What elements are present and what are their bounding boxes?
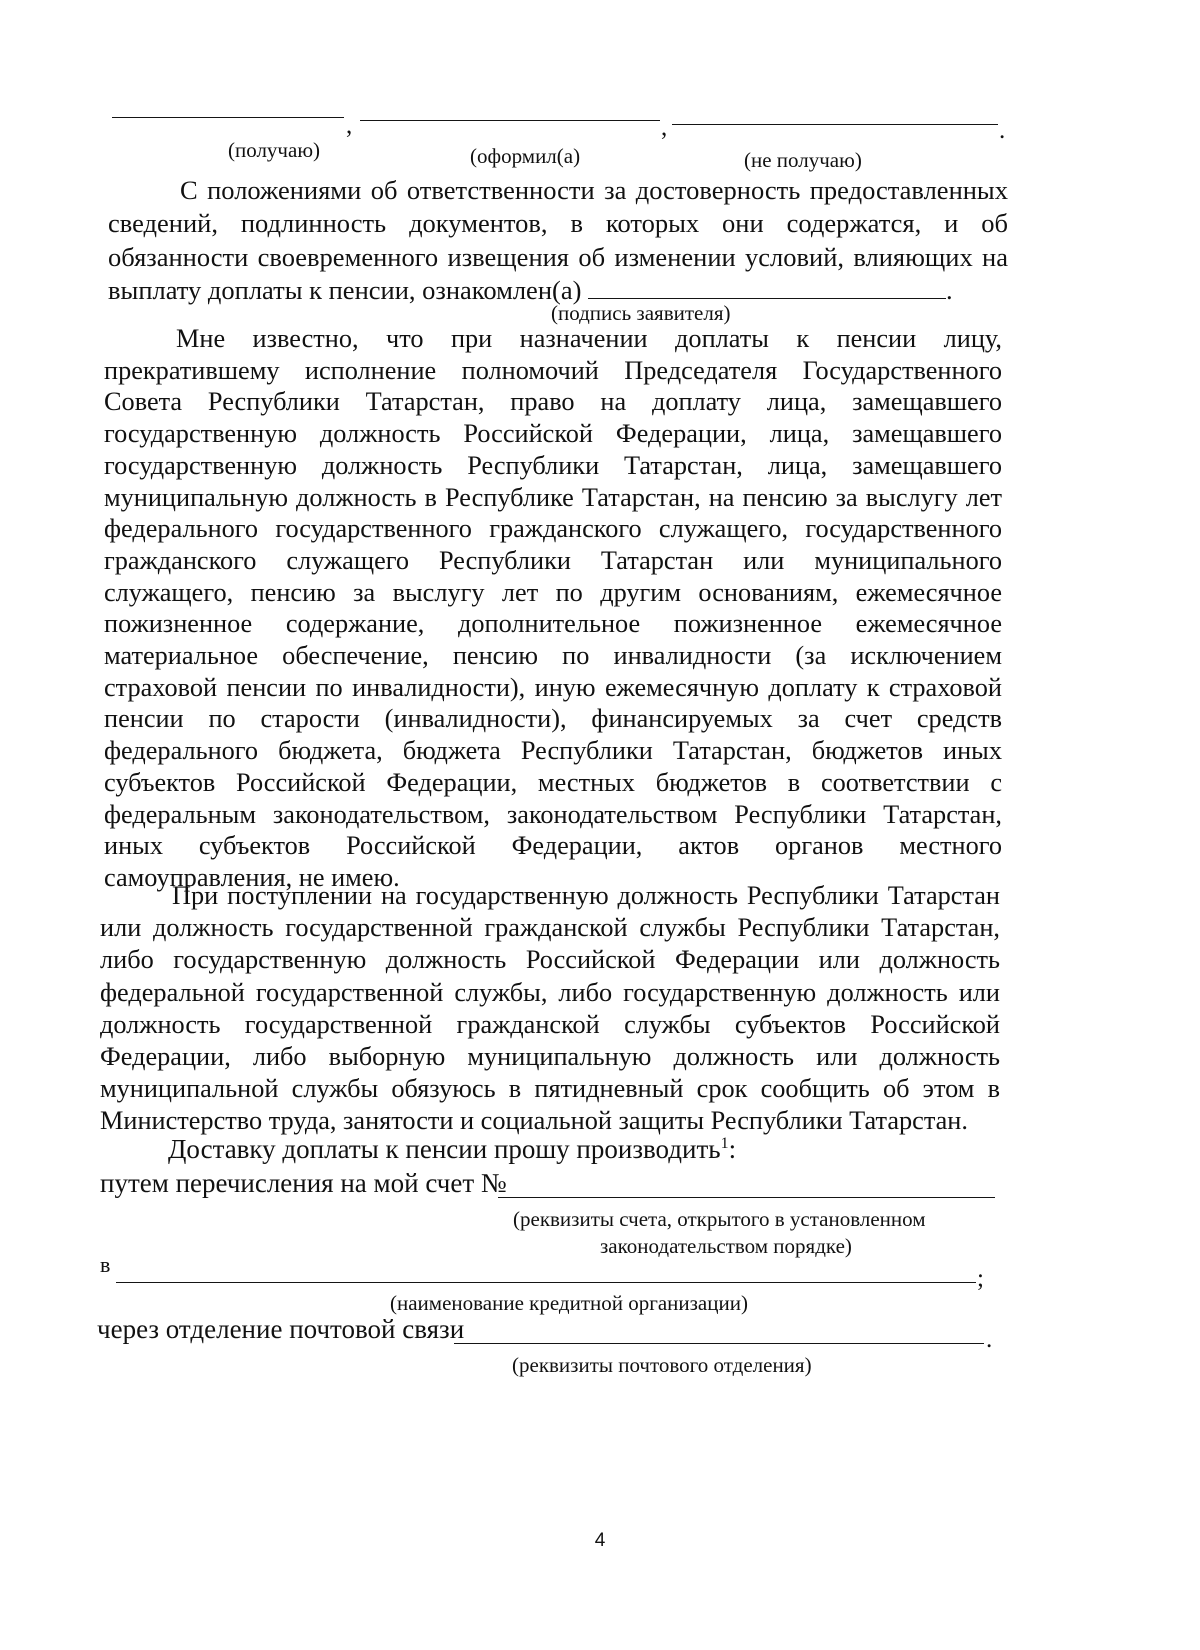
post-label: через отделение почтовой связи — [97, 1314, 465, 1344]
delivery-intro: Доставку доплаты к пенсии прошу производить$^1$: — [168, 1134, 737, 1164]
statement-text: Мне известно, что при назначении доплаты к пенсии лицу, прекратившему исполнение полномочий Председателя Государственного Совета Республики Татарстан, право на доплату лица, замещавшего государственную должность Российской Федерации, лица, замещавшего государственную должность Республики Татарстан, лица, замещавшего муниципальную должность в Республике Татарстан, на пенсию за выслугу лет федерального государственного гражданского служащего, государственного гражданского служащего Республики Татарстан или муниципального служащего, пенсию за выслугу лет по другим основаниям, ежемесячное пожизненное содержание, дополнительное пожизненное ежемесячное материальное обеспечение, пенсию по инвалидности (за исключением страховой пенсии по инвалидности), иную ежемесячную доплату к страховой пенсии по старости (инвалидности), финансируемых за счет средств федерального бюджета, бюджета Республики Татарстан, бюджетов иных субъектов Российской Федерации, местных бюджетов в соответствии с федеральным законодательством, законодательством Республики Татарстан, иных субъектов Российской Федерации, актов органов местного самоуправления, не имею. — [104, 324, 1002, 892]
obligation-text: При поступлении на государственную должность Республики Татарстан или должность государственной гражданской службы Республики Татарстан, либо государственную должность Российской Федерации или должность федеральной государственной службы, либо государственную должность или должность государственной гражданской службы субъектов Российской Федерации, либо выборную муниципальную должность или должность муниципальной службы обязуюсь в пятидневный срок сообщить об этом в Министерство труда, занятости и социальной защиты Республики Татарстан. — [100, 881, 1000, 1136]
separator-comma: , — [661, 114, 668, 141]
bank-caption: (наименование кредитной организации) — [390, 1291, 748, 1315]
blank-line-not-receive[interactable] — [672, 124, 998, 125]
bank-name-line[interactable] — [116, 1282, 976, 1283]
bank-label: в — [100, 1252, 111, 1277]
caption-formalized: (оформил(а) — [470, 144, 581, 168]
post-caption: (реквизиты почтового отделения) — [512, 1353, 812, 1377]
end-semicolon: ; — [977, 1265, 984, 1292]
page-number: 4 — [594, 1530, 606, 1551]
signature-caption: (подпись заявителя) — [551, 301, 731, 325]
acknowledgement-paragraph — [108, 174, 1008, 307]
account-caption-2: законодательством порядке) — [600, 1234, 852, 1258]
acknowledgement-text: С положениями об ответственности за достоверность предоставленных сведений, подлинность документов, в которых они содержатся, и об обязанности своевременного извещения об изменении условий, влияющих на выплату доплаты к пенсии, ознакомлен(а) — [108, 175, 1008, 305]
post-office-line[interactable] — [454, 1343, 984, 1344]
account-number-line[interactable] — [498, 1197, 995, 1198]
end-period: . — [999, 117, 1006, 144]
obligation-paragraph — [100, 880, 1000, 1138]
caption-not-receive: (не получаю) — [744, 148, 862, 172]
caption-receive: (получаю) — [228, 138, 320, 162]
footnote-mark: 1 — [720, 1135, 729, 1152]
statement-paragraph — [104, 323, 1002, 894]
separator-comma: , — [346, 112, 353, 139]
account-label: путем перечисления на мой счет № — [100, 1168, 507, 1198]
end-period: . — [946, 274, 953, 305]
account-caption-1: (реквизиты счета, открытого в установленном — [513, 1207, 926, 1231]
blank-line-receive[interactable] — [112, 117, 344, 118]
signature-line[interactable] — [588, 276, 946, 299]
end-period: . — [986, 1326, 993, 1353]
blank-line-formalized[interactable] — [360, 120, 660, 121]
